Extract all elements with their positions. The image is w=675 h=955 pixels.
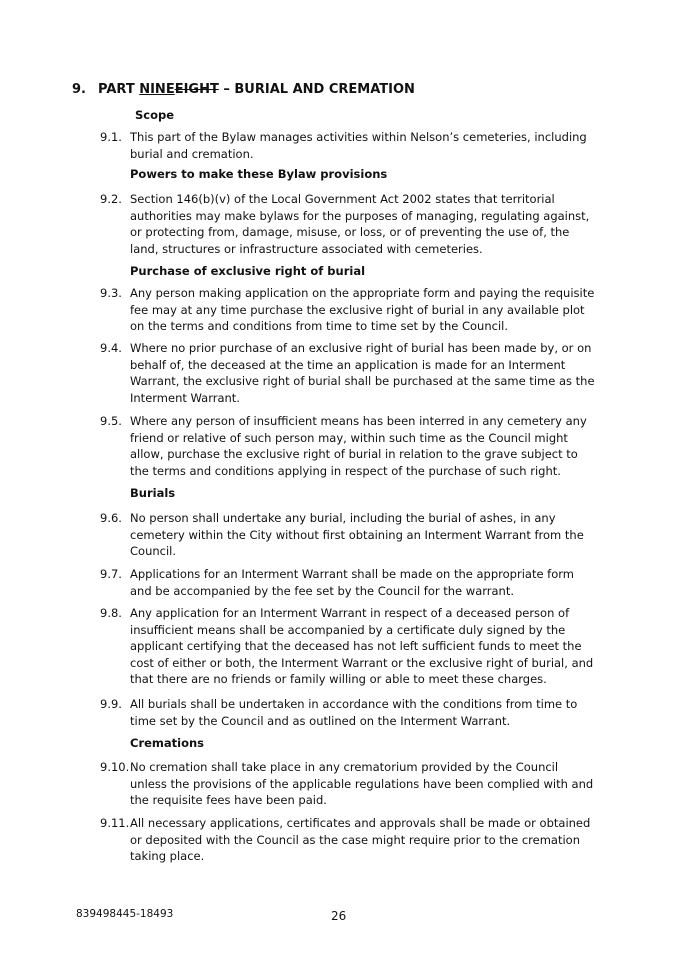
- page-number: 26: [331, 909, 347, 923]
- clause-9-11: [100, 815, 600, 865]
- clause-text: All burials shall be undertaken in accordance with the conditions from time to time set by the Council and as outlined on the Interment Warrant.: [130, 697, 578, 728]
- clause-9-3: [100, 285, 600, 335]
- part-inserted-text: NINE: [139, 82, 175, 97]
- clause-text: All necessary applications, certificates and approvals shall be made or obtained or deposited with the Council as the case might require prior to the cremation taking place.: [130, 816, 591, 863]
- clause-number: 9.5.: [100, 414, 122, 428]
- section-heading-cremations: Cremations: [130, 736, 205, 750]
- clause-text: Where no prior purchase of an exclusive right of burial has been made by, or on behalf of, the deceased at the time an application is made for an Interment Warrant, the exclusive right of burial shall be purchased at the same time as the Interment Warrant.: [130, 341, 595, 405]
- clause-number: 9.7.: [100, 567, 122, 581]
- section-heading-scope: Scope: [135, 108, 175, 122]
- clause-9-2: [100, 191, 600, 257]
- clause-number: 9.10.: [100, 760, 130, 774]
- clause-number: 9.6.: [100, 511, 122, 525]
- clause-text: Where any person of insufficient means has been interred in any cemetery any friend or relative of such person may, within such time as the Council might allow, purchase the exclusive right of burial in relation to the grave subject to the terms and conditions applying in respect of the purchase of such right.: [130, 414, 587, 478]
- clause-number: 9.2.: [100, 192, 122, 206]
- clause-text: Any application for an Interment Warrant in respect of a deceased person of insufficient means shall be accompanied by a certificate duly signed by the applicant certifying that the deceased has not left sufficient funds to meet the cost of either or both, the Interment Warrant or the exclusive right of burial, and that there are no friends or family willing or able to meet these charges.: [130, 606, 594, 686]
- clause-number: 9.8.: [100, 606, 122, 620]
- part-deleted-text: EIGHT: [174, 82, 219, 97]
- section-heading-purchase: Purchase of exclusive right of burial: [130, 264, 366, 278]
- clause-text: No cremation shall take place in any crematorium provided by the Council unless the provisions of the applicable regulations have been complied with and the requisite fees have been paid.: [130, 760, 594, 807]
- clause-number: 9.3.: [100, 286, 122, 300]
- part-label: PART: [98, 82, 140, 97]
- part-heading: [72, 82, 415, 97]
- clause-9-4: [100, 340, 600, 406]
- clause-text: Applications for an Interment Warrant shall be made on the appropriate form and be accompanied by the fee set by the Council for the warrant.: [130, 567, 574, 598]
- clause-9-1: [100, 129, 600, 162]
- clause-9-9: [100, 696, 600, 729]
- clause-9-7: [100, 566, 600, 599]
- clause-number: 9.11.: [100, 816, 130, 830]
- clause-9-8: [100, 605, 600, 688]
- clause-9-10: [100, 759, 600, 809]
- clause-9-5: [100, 413, 600, 479]
- part-number: 9.: [72, 82, 86, 97]
- part-title: – BURIAL AND CREMATION: [218, 82, 415, 97]
- clause-9-6: [100, 510, 600, 560]
- clause-text: No person shall undertake any burial, including the burial of ashes, in any cemetery within the City without first obtaining an Interment Warrant from the Council.: [130, 511, 584, 558]
- clause-number: 9.1.: [100, 130, 122, 144]
- document-id: 839498445-18493: [76, 908, 174, 920]
- clause-text: Any person making application on the appropriate form and paying the requisite fee may at any time purchase the exclusive right of burial in any available plot on the terms and conditions from time to time set by the Council.: [130, 286, 595, 333]
- clause-text: Section 146(b)(v) of the Local Government Act 2002 states that territorial authorities may make bylaws for the purposes of managing, regulating against, or protecting from, damage, misuse, or loss, or of preventing the use of, the land, structures or infrastructure associated with cemeteries.: [130, 192, 590, 256]
- clause-number: 9.9.: [100, 697, 122, 711]
- section-heading-powers: Powers to make these Bylaw provisions: [130, 167, 388, 181]
- clause-number: 9.4.: [100, 341, 122, 355]
- clause-text: This part of the Bylaw manages activities within Nelson’s cemeteries, including burial and cremation.: [130, 130, 587, 161]
- section-heading-burials: Burials: [130, 486, 176, 500]
